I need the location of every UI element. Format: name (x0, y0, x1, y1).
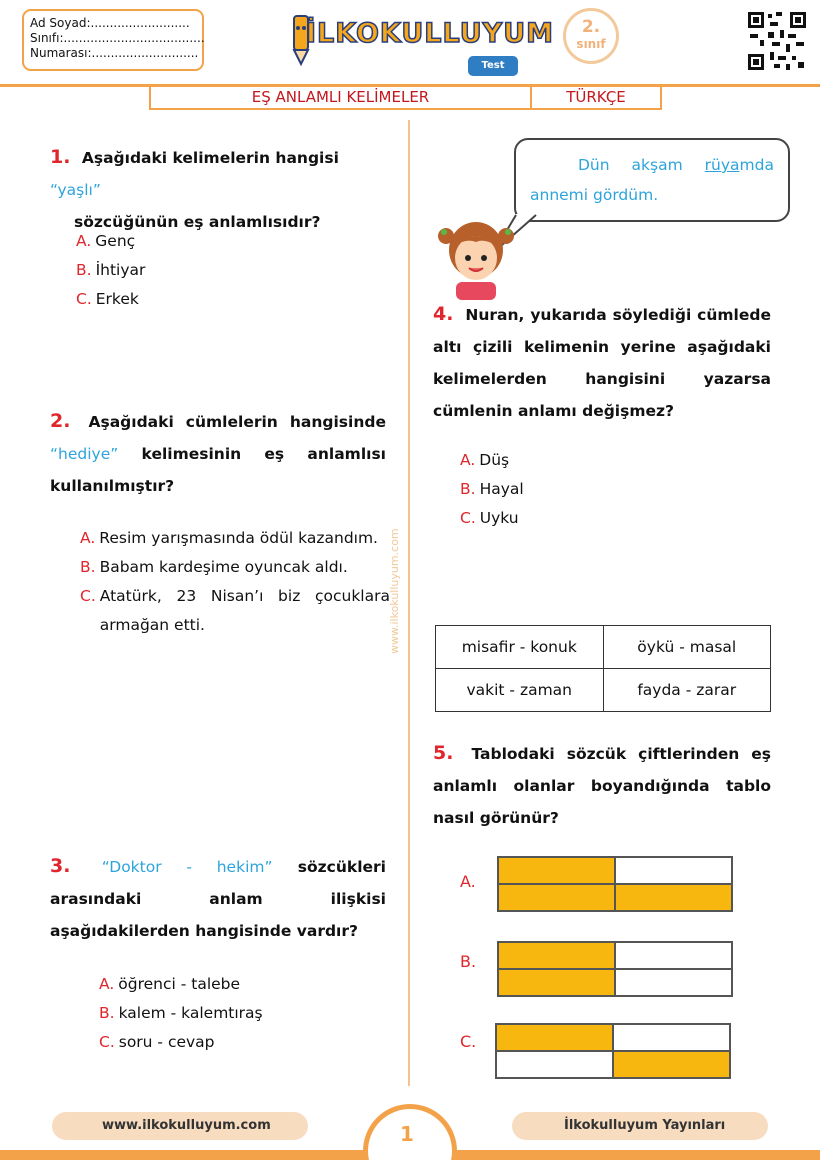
class-field: Sınıfı:..................................... (30, 31, 205, 45)
option-text: Babam kardeşime oyuncak aldı. (99, 558, 348, 576)
question-3-options (99, 970, 263, 1057)
grid-cell-empty (613, 1024, 730, 1051)
table-row (436, 626, 771, 669)
test-badge: Test (468, 56, 518, 76)
question-1 (50, 141, 390, 238)
topic-title: EŞ ANLAMLI KELİMELER (149, 86, 532, 110)
question-number: 2. (50, 410, 71, 432)
option-text: Hayal (479, 480, 524, 498)
option-text: Atatürk, 23 Nisan’ı biz çocuklara armağan etti. (99, 587, 390, 634)
option-letter: B. (460, 480, 476, 498)
grade-number: 2. (581, 17, 601, 37)
number-field: Numarası:............................ (30, 46, 199, 60)
option-text: İhtiyar (95, 261, 146, 279)
option-c[interactable] (80, 582, 390, 640)
grid-cell-empty (615, 969, 732, 996)
option-text: Erkek (95, 290, 139, 308)
speech-bubble (514, 138, 790, 222)
table-cell: misafir - konuk (436, 626, 604, 669)
footer-publisher: İlkokulluyum Yayınları (512, 1112, 768, 1140)
footer-website: www.ilkokulluyum.com (52, 1112, 308, 1140)
question-2-options (80, 524, 390, 640)
option-c[interactable] (99, 1028, 263, 1057)
question-keyword: “hediye” (50, 445, 119, 463)
qr-code-icon (746, 10, 808, 72)
question-4 (433, 298, 771, 427)
question-text-cont: sözcüğünün eş anlamlısıdır? (74, 213, 321, 231)
option-letter: B. (80, 558, 96, 576)
girl-character-icon (436, 214, 516, 300)
option-letter: C. (76, 290, 92, 308)
page-number: 1 (400, 1122, 414, 1146)
option-letter: C. (460, 1032, 477, 1051)
grid-cell-filled (498, 942, 615, 969)
question-number: 3. (50, 855, 71, 877)
option-a[interactable] (80, 524, 390, 553)
question-4-options (460, 446, 524, 533)
option-c[interactable] (76, 285, 145, 314)
option-letter: B. (99, 1004, 115, 1022)
table-cell: öykü - masal (603, 626, 771, 669)
question-number: 1. (50, 146, 71, 168)
option-letter: C. (460, 509, 476, 527)
option-letter: B. (460, 952, 477, 971)
grade-badge (563, 8, 619, 64)
question-text: Nuran, yukarıda söylediği cümlede altı çizili kelimenin yerine aşağıdaki kelimelerden hangisini yazarsa cümlenin anlamı değişmez? (433, 306, 771, 420)
option-a[interactable] (460, 446, 524, 475)
question-5 (433, 737, 771, 834)
question-text: sözcükleri arasındaki anlam ilişkisi aşağıdakilerden hangisinde vardır? (50, 858, 386, 940)
option-grid (497, 856, 733, 912)
question-1-options (76, 227, 145, 314)
option-b[interactable] (76, 256, 145, 285)
column-divider (408, 120, 410, 1086)
grid-cell-filled (498, 857, 615, 884)
option-text: Düş (479, 451, 510, 469)
bubble-text: Dün akşam (578, 156, 683, 174)
question-text-cont: kelimesinin eş anlamlısı kullanılmıştır? (50, 445, 386, 495)
question-text: Tablodaki sözcük çiftlerinden eş anlamlı olanlar boyandığında tablo nasıl görünür? (433, 745, 771, 827)
option-text: Uyku (479, 509, 519, 527)
subject-title: TÜRKÇE (530, 86, 662, 110)
question-3 (50, 850, 386, 947)
option-letter: C. (99, 1033, 115, 1051)
option-a[interactable] (76, 227, 145, 256)
grid-cell-filled (615, 884, 732, 911)
grade-label: sınıf (576, 37, 606, 51)
option-b[interactable] (80, 553, 390, 582)
option-grid (495, 1023, 731, 1079)
table-cell: fayda - zarar (603, 669, 771, 712)
option-text: Resim yarışmasında ödül kazandım. (99, 529, 378, 547)
question-2 (50, 405, 386, 502)
question-number: 4. (433, 303, 454, 325)
bubble-text-cont: mda annemi gördüm. (530, 156, 774, 204)
grid-cell-empty (615, 857, 732, 884)
option-letter: A. (76, 232, 92, 250)
option-letter: A. (460, 872, 476, 891)
option-letter: C. (80, 587, 96, 605)
option-text: Genç (95, 232, 136, 250)
underlined-word: rüya (704, 156, 740, 174)
option-letter: B. (76, 261, 92, 279)
question-keyword: “yaşlı” (50, 181, 101, 199)
question-keyword: “Doktor - hekim” (101, 858, 273, 876)
student-info-box (22, 9, 204, 71)
side-watermark: www.ilkokulluyum.com (388, 524, 401, 658)
option-text: öğrenci - talebe (118, 975, 241, 993)
grid-cell-filled (498, 969, 615, 996)
question-text: Aşağıdaki cümlelerin hangisinde (88, 413, 386, 431)
option-text: kalem - kalemtıraş (118, 1004, 263, 1022)
grid-cell-empty (496, 1051, 613, 1078)
table-cell: vakit - zaman (436, 669, 604, 712)
option-b[interactable] (460, 475, 524, 504)
word-pairs-table (435, 625, 771, 712)
option-letter: A. (80, 529, 96, 547)
grid-cell-filled (613, 1051, 730, 1078)
option-letter: A. (99, 975, 115, 993)
option-c[interactable] (460, 504, 524, 533)
logo-text: İLKOKULLUYUM (306, 18, 554, 49)
table-row (436, 669, 771, 712)
option-b[interactable] (99, 999, 263, 1028)
option-a[interactable] (99, 970, 263, 999)
grid-cell-filled (498, 884, 615, 911)
option-text: soru - cevap (118, 1033, 215, 1051)
grid-cell-filled (496, 1024, 613, 1051)
question-number: 5. (433, 742, 454, 764)
name-field: Ad Soyad:.......................... (30, 16, 190, 30)
grid-cell-empty (615, 942, 732, 969)
option-grid (497, 941, 733, 997)
ilkokulluyum-logo (286, 8, 554, 78)
question-text: Aşağıdaki kelimelerin hangisi (81, 149, 339, 167)
option-letter: A. (460, 451, 476, 469)
